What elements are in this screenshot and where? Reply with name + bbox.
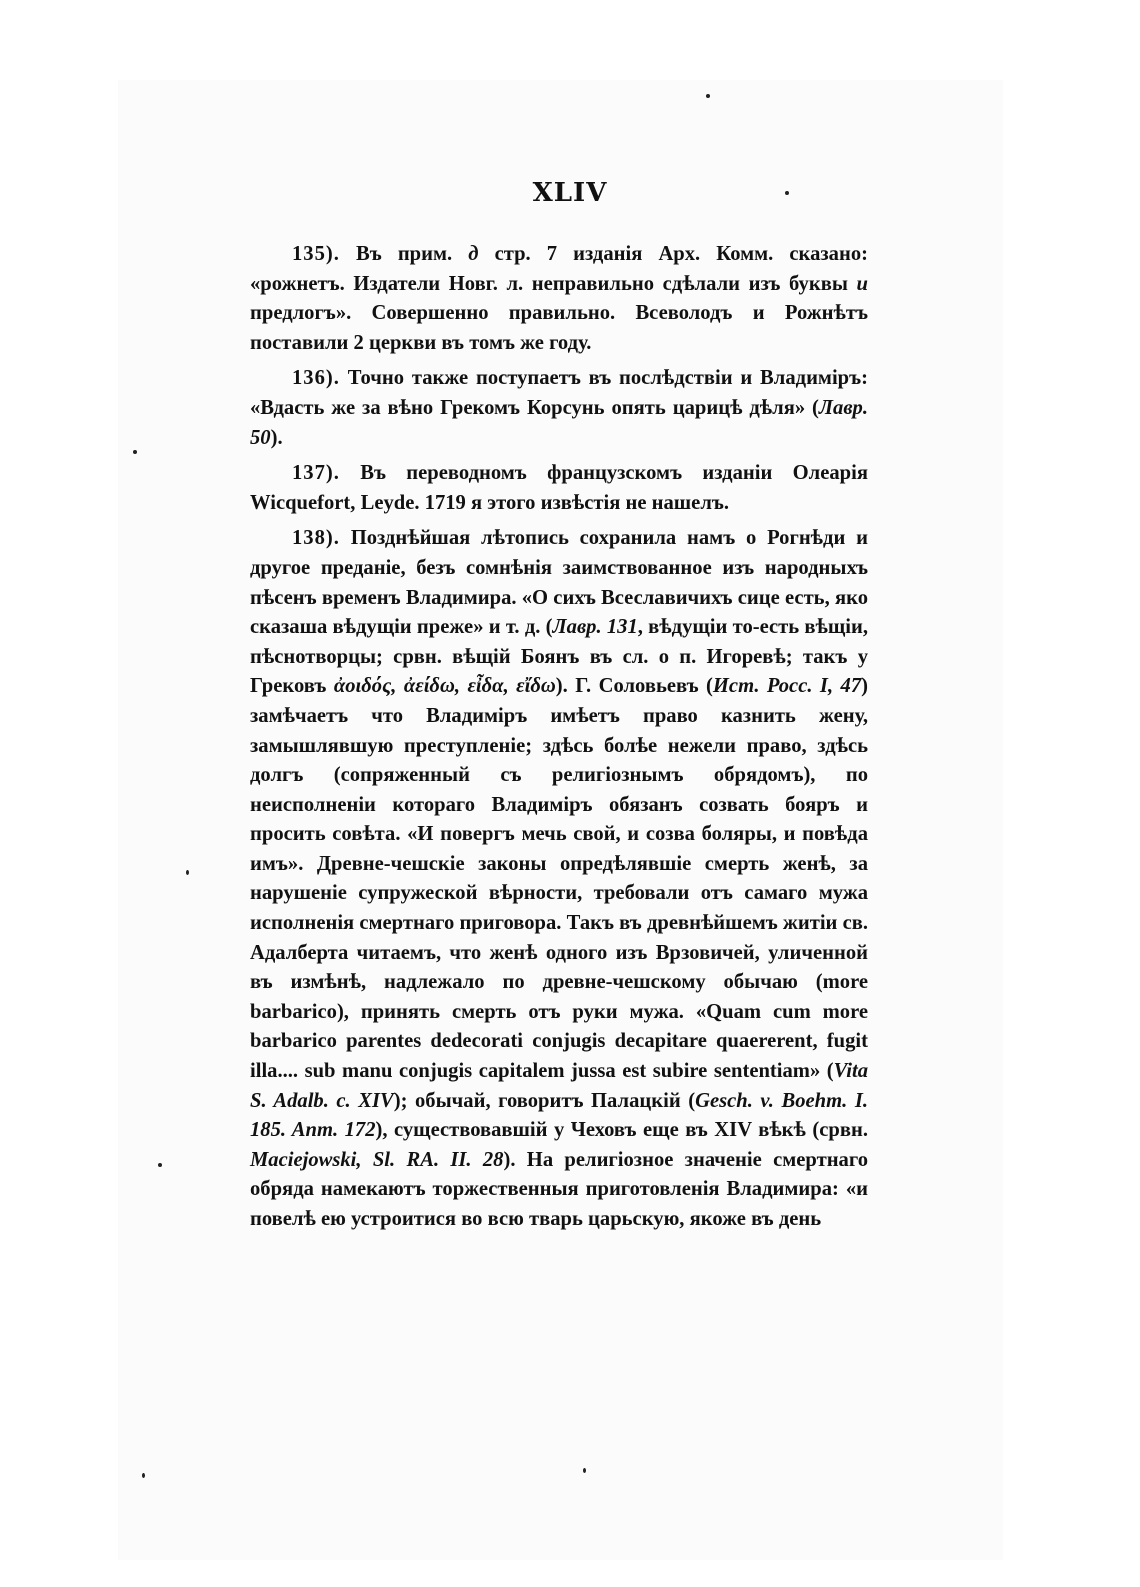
note-number: 138). (292, 527, 340, 550)
note-137: 137). Въ переводномъ французскомъ изданіи Олеарія Wicquefort, Leyde. 1719 я этого извѣстія не нашелъ. (250, 462, 868, 514)
scan-speck (186, 870, 189, 875)
scan-speck (785, 191, 789, 195)
note-number: 135). (292, 243, 340, 265)
note-138: 138). Позднѣйшая лѣтопись сохранила намъ о Рогнѣди и другое преданіе, безъ сомнѣнія заимствованное изъ народныхъ пѣсенъ временъ Владимира. «О сихъ Всеславичихъ сице есть, яко сказаша вѣдущіи преже» и т. д. (Лавр. 131, вѣдущіи то-есть вѣщіи, пѣснотворцы; срвн. вѣщій Боянъ въ сл. о п. Игоревѣ; такъ у Грековъ ἀοιδός, ἀείδω, εἶδα, εἴδω). Г. Соловьевъ (Ист. Росс. I, 47) замѣчаетъ что Владиміръ имѣетъ право казнить жену, замышлявшую преступленіе; здѣсь болѣе нежели право, здѣсь долгъ (сопряженный съ религіознымъ обрядомъ), по неисполненіи котораго Владиміръ обязанъ созвать бояръ и просить совѣта. «И повергъ мечь свой, и созва боляры, и повѣда имъ». Древне-чешскіе законы опредѣлявшіе смерть женѣ, за нарушеніе супружеской вѣрности, требовали отъ самаго мужа исполненія смертнаго приговора. Такъ въ древнѣйшемъ житіи св. Адалберта читаемъ, что женѣ одного изъ Врзовичей, уличенной въ измѣнѣ, надлежало по древне-чешскому обычаю (more barbarico), принять смерть отъ руки мужа. «Quam cum more barbarico parentes dedecorati conjugis decapitare quaererent, fugit illa.... sub manu conjugis capitalem jussa est subire sententiam» (Vita S. Adalb. c. XIV); обычай, говоритъ Палацкій (Gesch. v. Boehm. I. 185. Anm. 172), существовавшій у Чеховъ еще въ XIV вѣкѣ (срвн. Maciejowski, Sl. RA. II. 28). На религіозное значеніе смертнаго обряда намекаютъ торжественныя приготовленія Владимира: «и повелѣ ею устроитися во всю тварь царьскую, якоже въ день (250, 527, 868, 1230)
scan-speck (158, 1163, 162, 1167)
note-number: 136). (292, 367, 340, 390)
scan-speck (706, 94, 710, 98)
running-head: XLIV (532, 178, 608, 208)
scan-speck (133, 450, 137, 454)
note-136: 136). Точно также поступаетъ въ послѣдствіи и Владиміръ: «Вдасть же за вѣно Грекомъ Корсунь опять царицѣ дѣля» (Лавр. 50). (250, 367, 868, 449)
notes-body (250, 240, 868, 1241)
scan-speck (583, 1468, 586, 1473)
scan-speck (142, 1473, 145, 1478)
note-number: 137). (292, 462, 340, 485)
note-135: 135). Въ прим. д стр. 7 изданія Арх. Комм. сказано: «рожнетъ. Издатели Новг. л. неправильно сдѣлали изъ буквы и предлогъ». Совершенно правильно. Всеволодъ и Рожнѣтъ поставили 2 церкви въ томъ же году. (250, 243, 868, 354)
